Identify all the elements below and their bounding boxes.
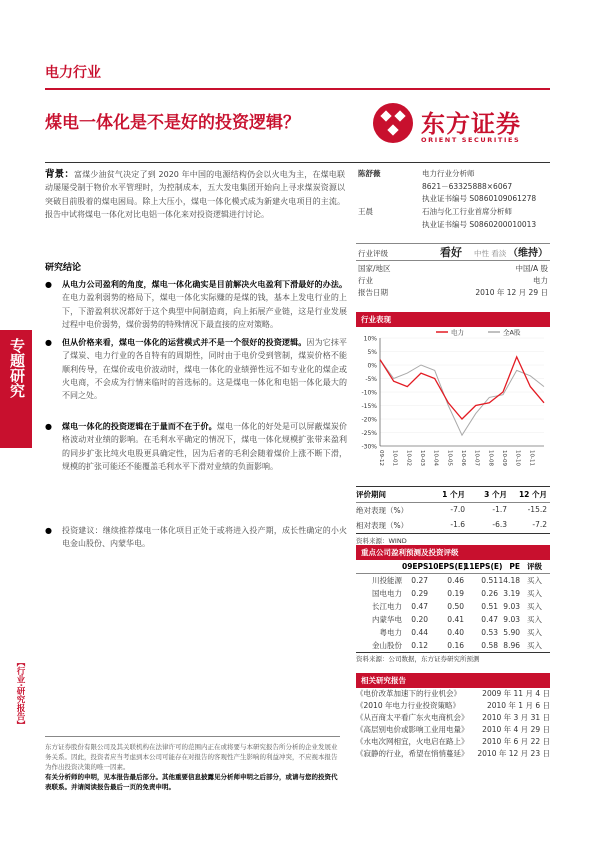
earn-header: [356, 560, 402, 573]
y-tick-label: 0%: [367, 362, 377, 370]
bullet-dot: ●: [45, 280, 52, 289]
x-tick-label: 10-05: [446, 450, 453, 466]
y-tick-label: -20%: [361, 416, 377, 424]
bullet-2: 但从价格来看，煤电一体化的运营模式并不是一个很好的投资逻辑。因为它抹平了煤炭、电力行业的各自特有的周期性，同时由于电价受到管制，煤炭价格不能顺利传导，在煤价或电价波动时，煤电一体化的业绩弹性远不如专业化的煤企或火电商，不会成为行情来临时的首选标的。这是煤电一体化和电铝一体化最大的不同之处。: [62, 338, 348, 401]
side-label-report: 【行业·研究报告】: [15, 658, 25, 730]
list-item[interactable]: 《高层别电价或影响工业用电量》 2010 年 4 月 29 日: [356, 725, 550, 734]
legend-label: 全A股: [503, 328, 521, 337]
y-tick-label: 10%: [363, 335, 377, 343]
conclusion-title: 研究结论: [45, 263, 82, 273]
analyst-name: 陈舒薇: [358, 169, 381, 178]
y-tick-label: -30%: [361, 443, 377, 451]
returns-table: 评价期间 1 个月 3 个月 12 个月 绝对表现（%） -7.0 -1.7 -15.2 相对表现（%） -1.6 -6.3 -7.2 资料来源：WIND: [356, 486, 550, 545]
x-tick-label: 10-04: [432, 450, 439, 466]
x-tick-label: 10-01: [391, 450, 398, 466]
bullet-3: 煤电一体化的投资逻辑在于量而不在于价。煤电一体化的好处是可以屏蔽煤炭价格波动对业绩的影响。在毛利水平确定的情况下，煤电一体化规模扩张带来盈利的同步扩张比纯火电股更具确定性，因为后者的毛利会随着煤价上涨不断下滑，规模的扩张可能还不能覆盖毛利水平下滑对业绩的负面影响。: [62, 422, 348, 471]
table-row: 川投能源 0.27 0.46 0.51 14.18 买入: [372, 576, 542, 585]
background-text: 富煤少油贫气决定了到 2020 年中国的电源结构仍会以火电为主，在煤电联动屡屡受制于物价水平管理时，为控制成本，五大发电集团开始向上寻求煤炭资源以突破目前股着的煤电困局。除上大压小，煤电一体化模式成为新建火电项目的主流。报告中试将煤电一体化对比电铝一体化来对投资逻辑进行讨论。: [45, 170, 345, 219]
footer-disclaimer: 东方证券股份有限公司及其关联机构在法律许可的范围内正在或将要与本研究报告所分析的企业发展业务关系。因此，投资者应当考虑到本公司可能存在对报告的客观性产生影响的利益冲突，不应视本报告为作出投资决策的唯一因素。 有关分析师的申明，见本报告最后部分。其他重要信息披露见分析师申明之后部分，或请与您的投资代表联系。并请阅读报告最后一页的免责申明。: [45, 743, 338, 791]
list-item[interactable]: 《水电次网相宜，火电启在路上》 2010 年 6 月 22 日: [356, 737, 550, 746]
side-label: 专题研究: [8, 338, 26, 398]
industry-label: 电力行业: [45, 65, 101, 81]
background-label: 背景：: [45, 169, 75, 180]
orient-logo-icon: [368, 100, 418, 146]
legend-label: 电力: [451, 328, 464, 337]
earn-header: 评级: [527, 562, 542, 571]
y-tick-label: 5%: [367, 349, 377, 356]
rating-tag: （维持）: [508, 248, 548, 259]
table-row: 长江电力 0.47 0.50 0.51 9.03 买入: [372, 602, 542, 611]
table-row: 内蒙华电 0.20 0.41 0.47 9.03 买入: [372, 615, 542, 624]
bullet-dot: ●: [45, 338, 52, 347]
list-item[interactable]: 《从百商太平看广东火电商机会》 2010 年 3 月 31 日: [356, 713, 550, 722]
perf-title: 行业表现: [356, 312, 550, 327]
reports-list: [356, 688, 550, 760]
reports-title: 相关研究报告: [356, 673, 550, 688]
bullet-dot: ●: [45, 422, 52, 431]
table-row: 国电电力 0.29 0.19 0.26 3.19 买入: [372, 589, 542, 598]
x-tick-label: 10-09: [501, 450, 507, 466]
y-tick-label: -25%: [361, 430, 377, 437]
background-paragraph: [45, 168, 345, 221]
y-tick-label: -15%: [361, 403, 377, 410]
earn-header: PE: [509, 562, 520, 571]
y-tick-label: -10%: [361, 389, 377, 397]
earnings-title: 重点公司盈利预测及投资评级: [356, 545, 550, 560]
list-item[interactable]: 《电价改革加速下的行业机会》 2009 年 11 月 4 日: [356, 689, 550, 698]
list-item[interactable]: 《寂静的行业，希望在悄悄蔓延》 2010 年 12 月 23 日: [356, 749, 550, 758]
earn-header: 09EPS: [402, 562, 429, 571]
logo-name-cn: 东方证券: [421, 110, 521, 138]
x-tick-label: 10-07: [473, 450, 480, 466]
x-tick-label: 10-06: [460, 450, 466, 466]
x-tick-label: 10-10: [514, 450, 521, 466]
list-item[interactable]: 《2010 年电力行业投资策略》 2010 年 1 月 6 日: [356, 701, 550, 710]
bullet-1: 从电力公司盈利的角度，煤电一体化确实是目前解决火电盈利下滑最好的办法。在电力盈利弱势的格局下，煤电一体化实际赚的是煤的钱，基本上发电行业的上下，下游盈利状况都好于这个典型中间制造商，向上拓展产业链，这是行业发展过程中电价弱势，煤价弱势的特殊情况下最直接的应对策略。: [62, 280, 347, 329]
header-divider: [45, 88, 550, 90]
analyst-info: 电力行业分析师 8621－63325888×6067 执业证书编号 S0860109061278: [422, 169, 537, 204]
earnings-table: 09EPS 10EPS(E) 11EPS(E) PE 评级 川投能源 0.27 0.46 0.51 14.18 买入 国电电力 0.29 0.19 0.26 3.19 买入 长江电力 0.47 0.50 0.51 9.03 买入 内蒙华电 0.20 0.41 0.47 9.03 买入 粤电力 0.44 0.40 0.53 5.90 买入 金山股份 0.12 0.16 0.58 8.96 买入 资料来源：公司数据，东方证券研究所预测: [356, 560, 550, 666]
rating-label: 行业评级: [358, 249, 388, 258]
info-table: 国家/地区 中国/A 股 行业 电力 报告日期 2010 年 12 月 29 日: [358, 264, 548, 297]
x-tick-label: 10-03: [419, 450, 425, 466]
series-line: [380, 357, 544, 419]
page-title: 煤电一体化是不是好的投资逻辑？: [45, 113, 300, 133]
table-row: 金山股份 0.12 0.16 0.58 8.96 买入: [372, 641, 542, 650]
analyst-name: 王晨: [358, 207, 373, 216]
title-divider: [45, 162, 550, 163]
x-tick-label: 10-02: [405, 450, 412, 466]
y-tick-label: -5%: [365, 376, 377, 383]
earn-header: 11EPS(E): [464, 562, 503, 571]
bullet-dot: ●: [45, 526, 52, 535]
rating-value: 看好: [440, 246, 462, 259]
x-tick-label: 10-08: [487, 450, 494, 466]
table-row: 粤电力 0.44 0.40 0.53 5.90 买入: [379, 628, 542, 637]
analyst-info: 石油与化工行业首席分析师 执业证书编号 S0860200010013: [422, 207, 537, 229]
bullet-4: 投资建议：继续推荐煤电一体化项目正处于或将进入投产期，成长性确定的小火电金山股份、内蒙华电。: [62, 526, 347, 549]
series-line: [380, 360, 544, 436]
x-tick-label: 10-11: [528, 450, 535, 466]
earn-header: 10EPS(E): [428, 562, 467, 571]
x-tick-label: 09-12: [378, 450, 384, 466]
performance-chart: [356, 326, 550, 484]
rating-other: 中性 看淡: [474, 249, 507, 258]
logo-name-en: ORIENT SECURITIES: [421, 136, 521, 144]
